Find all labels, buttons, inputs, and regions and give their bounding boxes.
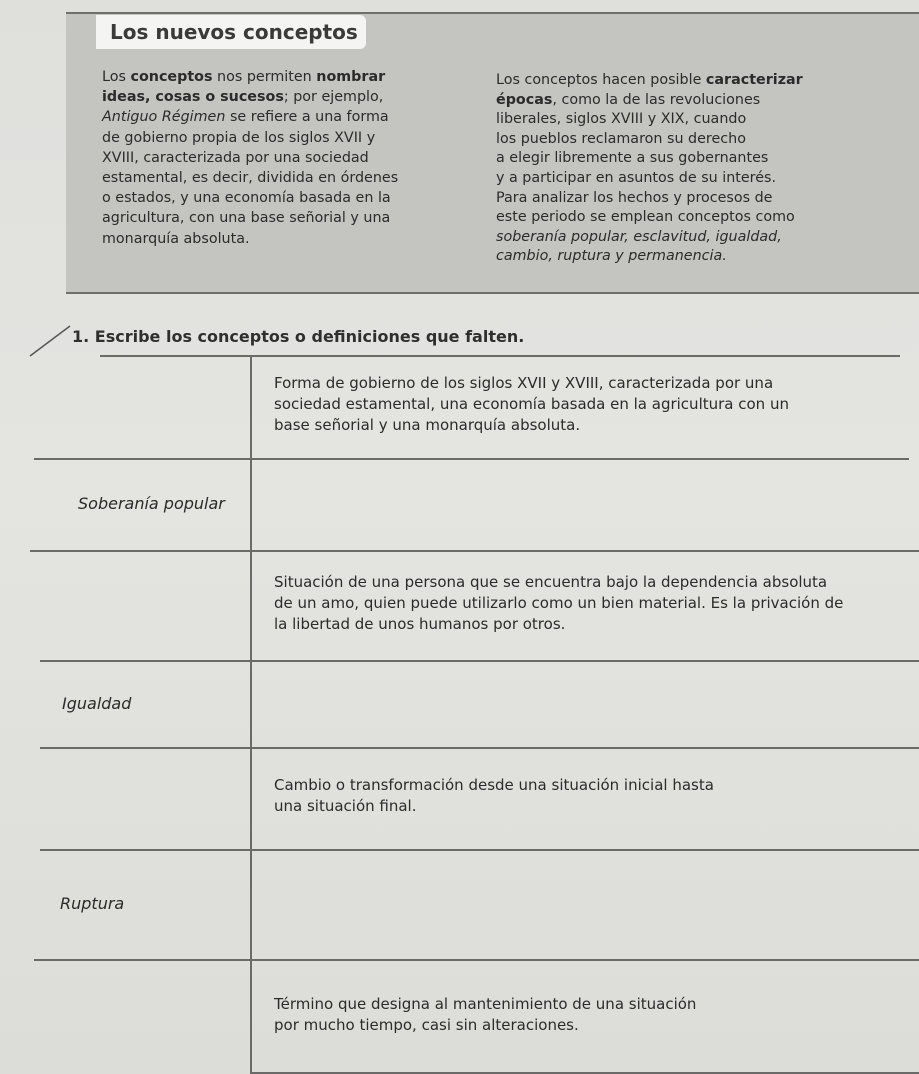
definition-line: la libertad de unos humanos por otros. — [274, 614, 566, 633]
info-line — [496, 169, 878, 189]
definition-line: sociedad estamental, una economía basada en la agricultura con un — [274, 395, 789, 413]
info-line — [496, 208, 878, 228]
bold-term: épocas — [496, 91, 553, 108]
bold-term: caracterizar — [705, 72, 803, 88]
table-column-divider — [250, 355, 252, 1074]
concept-answer-blank[interactable] — [40, 963, 245, 1070]
info-line — [102, 148, 480, 168]
concept-answer-blank[interactable] — [40, 751, 245, 845]
info-line — [102, 67, 480, 87]
table-term: Soberanía popular — [78, 494, 225, 513]
info-text: ; por ejemplo, — [283, 89, 384, 106]
info-line — [496, 247, 878, 267]
bold-term: nombrar — [316, 69, 386, 85]
info-text: liberales, siglos XVIII y XIX, cuando — [496, 111, 747, 128]
table-row-divider — [40, 849, 919, 851]
definition-line: una situación final. — [274, 797, 417, 815]
table-row-divider — [100, 355, 900, 357]
definition-line: Cambio o transformación desde una situación inicial hasta — [274, 776, 714, 794]
info-text: de gobierno propia de los siglos XVII y — [102, 129, 376, 146]
concept-answer-blank[interactable] — [40, 359, 245, 454]
table-row-divider — [250, 1072, 919, 1074]
info-text: Los — [102, 69, 131, 85]
info-line — [496, 91, 878, 111]
info-line — [102, 188, 480, 208]
bold-term: ideas, cosas o sucesos — [102, 89, 284, 106]
info-line — [496, 71, 878, 91]
info-text: a elegir libremente a sus gobernantes — [496, 150, 769, 167]
definition-line: Situación de una persona que se encuentra bajo la dependencia absoluta — [274, 572, 828, 591]
table-term: Igualdad — [62, 693, 132, 713]
info-text: se refiere a una forma — [225, 109, 389, 126]
info-text: y a participar en asuntos de su interés. — [496, 169, 777, 186]
info-text: monarquía absoluta. — [102, 230, 250, 247]
concepts-table — [0, 355, 919, 1074]
info-text: estamental, es decir, dividida en órdenes — [102, 170, 399, 187]
table-row-divider — [40, 747, 919, 749]
definition-line: Término que designa al mantenimiento de una situación — [274, 994, 697, 1013]
table-definition — [274, 994, 696, 1036]
info-text: Los conceptos hacen posible — [496, 72, 706, 88]
table-definition — [274, 373, 789, 436]
table-row-divider — [40, 660, 919, 662]
info-line — [496, 189, 878, 209]
info-text: nos permiten — [212, 69, 317, 85]
info-right-column — [496, 71, 878, 267]
table-row-divider — [34, 959, 919, 961]
italic-term: soberanía popular, esclavitud, igualdad, — [496, 228, 782, 245]
info-text: , como la de las revoluciones — [552, 91, 761, 108]
info-text: o estados, y una economía basada en la — [102, 190, 391, 207]
italic-term: Antiguo Régimen — [102, 109, 226, 126]
info-line — [102, 87, 480, 107]
info-line — [102, 208, 480, 228]
info-left-column — [102, 67, 480, 249]
table-term: Ruptura — [60, 894, 125, 913]
info-text: los pueblos reclamaron su derecho — [496, 130, 746, 147]
info-box-title: Los nuevos conceptos — [96, 15, 366, 49]
definition-line: por mucho tiempo, casi sin alteraciones. — [274, 1015, 579, 1034]
table-row-divider — [30, 550, 919, 552]
info-line — [496, 228, 878, 248]
info-line — [102, 107, 480, 127]
bold-term: conceptos — [130, 69, 213, 85]
table-row-divider — [34, 458, 909, 460]
definition-line: base señorial y una monarquía absoluta. — [274, 416, 581, 434]
italic-term: cambio, ruptura y permanencia. — [496, 248, 727, 265]
definition-line: de un amo, quien puede utilizarlo como un bien material. Es la privación de — [274, 593, 844, 612]
definition-line: Forma de gobierno de los siglos XVII y XVIII, caracterizada por una — [274, 374, 774, 392]
info-text: este periodo se emplean conceptos como — [496, 209, 795, 226]
info-line — [102, 128, 480, 148]
info-text: agricultura, con una base señorial y una — [102, 210, 391, 227]
info-text: Para analizar los hechos y procesos de — [496, 189, 773, 206]
info-line — [102, 168, 480, 188]
definition-answer-blank[interactable] — [256, 853, 906, 955]
definition-answer-blank[interactable] — [256, 462, 906, 546]
info-line — [496, 110, 878, 130]
definition-answer-blank[interactable] — [256, 664, 906, 743]
info-line — [496, 149, 878, 169]
activity-title: 1. Escribe los conceptos o definiciones que falten. — [72, 327, 525, 346]
table-definition — [274, 572, 843, 635]
table-definition — [274, 775, 714, 817]
concept-answer-blank[interactable] — [40, 554, 245, 656]
info-text: XVIII, caracterizada por una sociedad — [102, 149, 369, 166]
info-line — [102, 229, 480, 249]
info-line — [496, 130, 878, 150]
